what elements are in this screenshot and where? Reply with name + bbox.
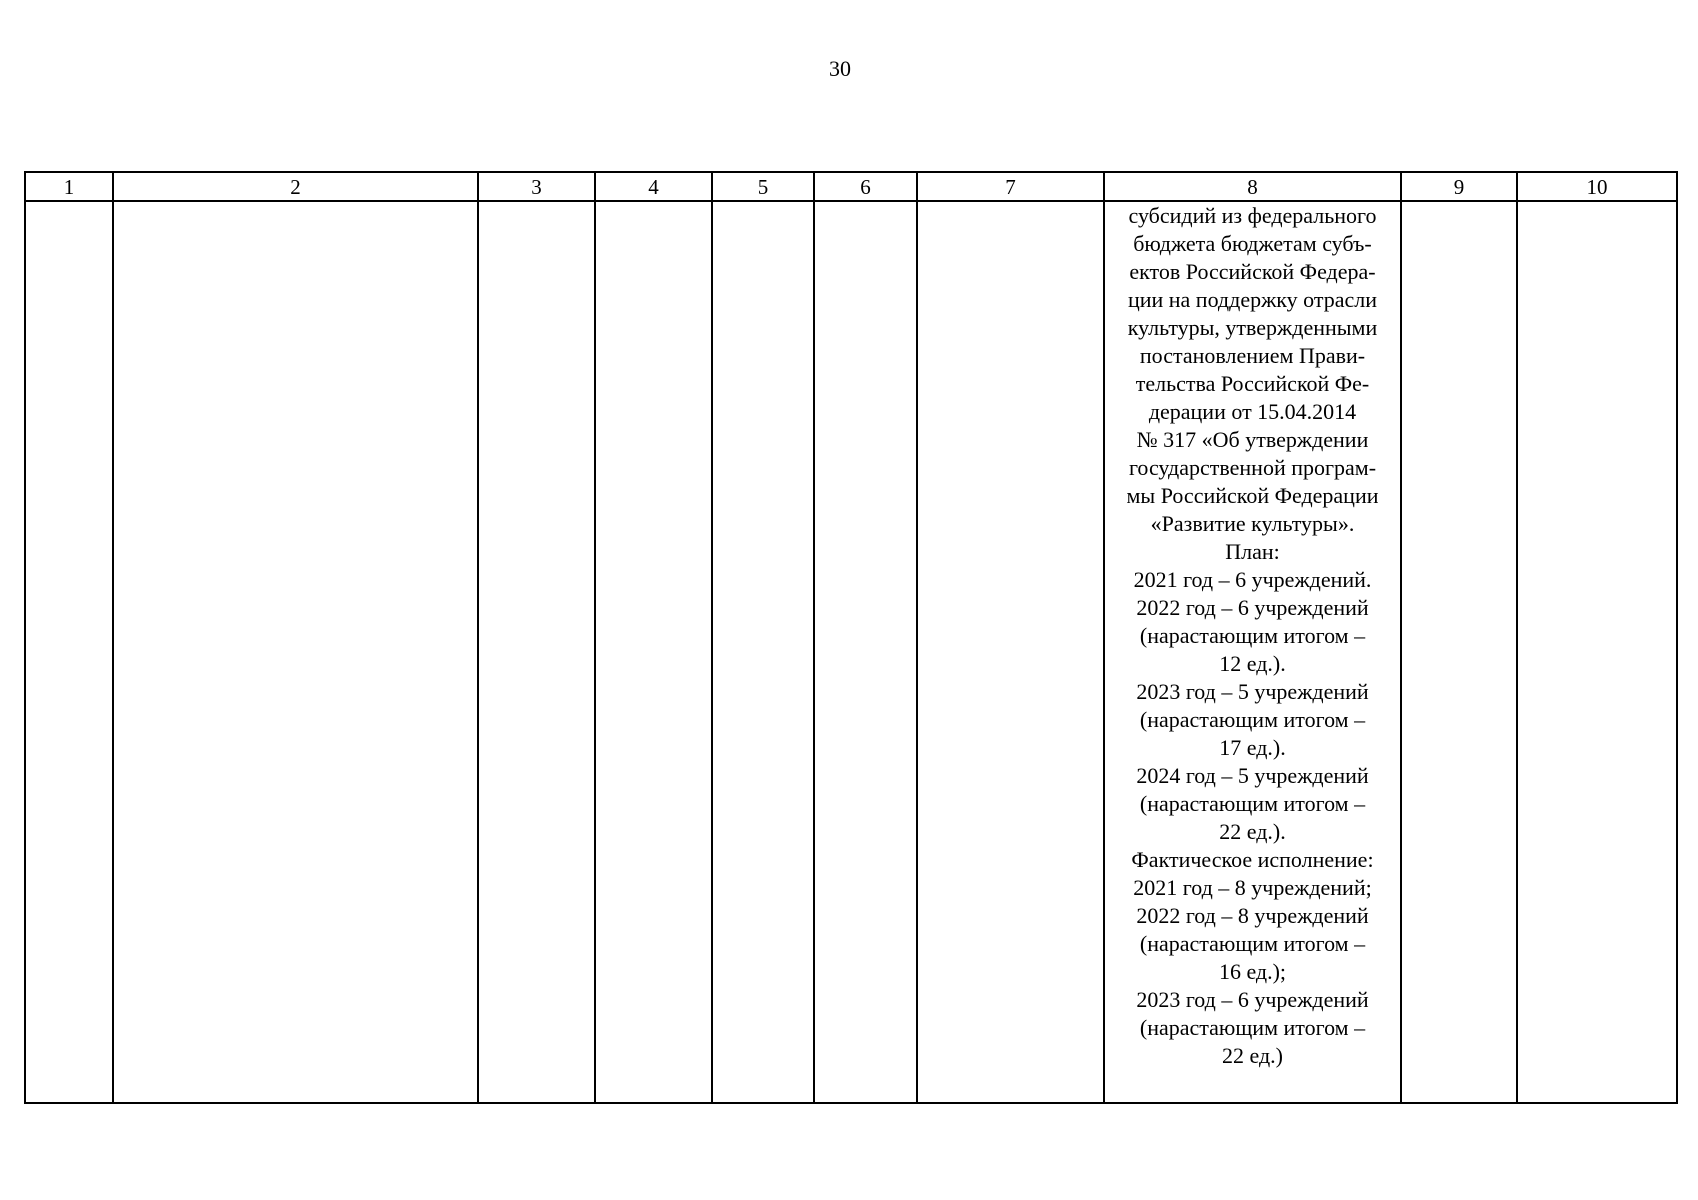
column-header-7: 7 xyxy=(917,172,1104,201)
column-header-3: 3 xyxy=(478,172,595,201)
cell-col-9 xyxy=(1401,201,1517,1103)
cell-text-line: (нарастающим итогом – xyxy=(1139,623,1366,648)
cell-col-3 xyxy=(478,201,595,1103)
cell-col-10 xyxy=(1517,201,1677,1103)
cell-text-line: 2021 год – 8 учреждений; xyxy=(1133,875,1372,900)
cell-col-7 xyxy=(917,201,1104,1103)
cell-text-line: субсидий из федерального xyxy=(1128,203,1377,228)
cell-text-line: бюджета бюджетам субъ- xyxy=(1133,231,1372,256)
cell-text-line: 22 ед.). xyxy=(1219,819,1286,844)
cell-col-1 xyxy=(25,201,113,1103)
cell-text-line: государственной програм- xyxy=(1128,455,1377,480)
cell-text-line: № 317 «Об утверждении xyxy=(1136,427,1369,452)
cell-text-line: 16 ед.); xyxy=(1218,959,1287,984)
table-row xyxy=(25,201,1677,1103)
cell-text-line: 2022 год – 8 учреждений xyxy=(1136,903,1369,928)
column-header-2: 2 xyxy=(113,172,478,201)
cell-text-line: тельства Российской Фе- xyxy=(1135,371,1370,396)
cell-text-line: «Развитие культуры». xyxy=(1150,511,1355,536)
cell-text-line: постановлением Прави- xyxy=(1139,343,1366,368)
cell-text-line: 2022 год – 6 учреждений xyxy=(1136,595,1369,620)
column-header-9: 9 xyxy=(1401,172,1517,201)
column-header-4: 4 xyxy=(595,172,712,201)
cell-col-6 xyxy=(814,201,917,1103)
cell-col-8 xyxy=(1104,201,1401,1103)
column-header-10: 10 xyxy=(1517,172,1677,201)
cell-text-line: План: xyxy=(1225,539,1280,564)
cell-text-line: (нарастающим итогом – xyxy=(1139,931,1366,956)
table-header-row xyxy=(25,172,1677,201)
cell-text-line: (нарастающим итогом – xyxy=(1139,1015,1366,1040)
cell-col-4 xyxy=(595,201,712,1103)
cell-text-line: (нарастающим итогом – xyxy=(1139,707,1366,732)
cell-text-line: ектов Российской Федера- xyxy=(1129,259,1376,284)
cell-text-line: 2024 год – 5 учреждений xyxy=(1136,763,1369,788)
cell-text-line: 2023 год – 6 учреждений xyxy=(1136,987,1369,1012)
cell-text-line: ции на поддержку отрасли xyxy=(1127,287,1378,312)
cell-text-line: Фактическое исполнение: xyxy=(1131,847,1374,872)
cell-text-line: культуры, утвержденными xyxy=(1127,315,1378,340)
cell-text-line: дерации от 15.04.2014 xyxy=(1148,399,1357,424)
cell-col-2 xyxy=(113,201,478,1103)
column-header-8: 8 xyxy=(1104,172,1401,201)
cell-text-line: 2023 год – 5 учреждений xyxy=(1136,679,1369,704)
cell-text-line: мы Российской Федерации xyxy=(1126,483,1379,508)
column-header-1: 1 xyxy=(25,172,113,201)
cell-text-line: 2021 год – 6 учреждений. xyxy=(1133,567,1372,592)
cell-text-line: 12 ед.). xyxy=(1219,651,1286,676)
cell-text-line: 17 ед.). xyxy=(1219,735,1286,760)
cell-text-line: 22 ед.) xyxy=(1222,1043,1283,1068)
cell-col-5 xyxy=(712,201,814,1103)
page-number: 30 xyxy=(829,56,851,81)
column-header-6: 6 xyxy=(814,172,917,201)
document-table xyxy=(24,171,1678,1104)
column-header-5: 5 xyxy=(712,172,814,201)
cell-text-line: (нарастающим итогом – xyxy=(1139,791,1366,816)
